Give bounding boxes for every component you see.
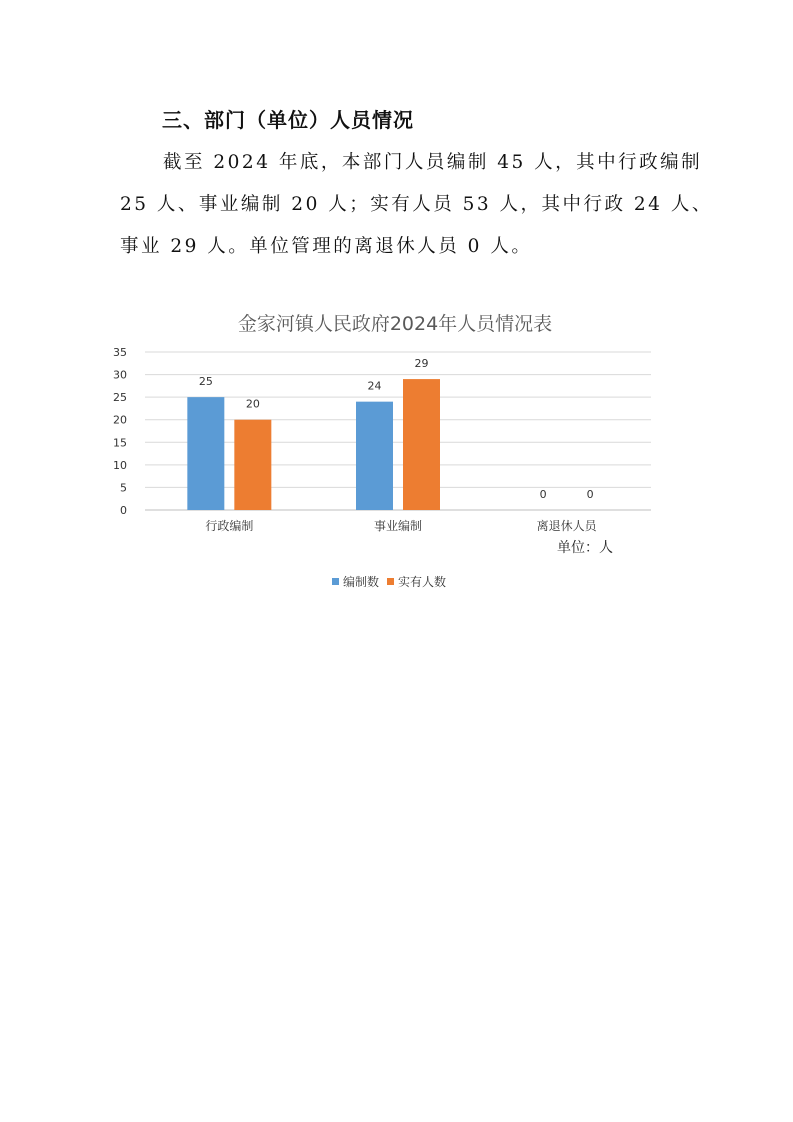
paragraph-line-3: 事业 29 人。单位管理的离退休人员 0 人。 [120, 236, 533, 257]
x-tick-label: 行政编制 [205, 519, 254, 533]
data-label: 20 [245, 397, 260, 411]
unit-note: 单位：人 [557, 540, 613, 556]
data-label: 24 [367, 379, 382, 393]
paragraph-line-2: 25 人、事业编制 20 人；实有人员 53 人，其中行政 24 人、 [120, 194, 713, 215]
section-heading: 三、部门（单位）人员情况 [162, 108, 414, 132]
bar [234, 420, 271, 510]
bar-chart [105, 300, 675, 610]
bar [403, 379, 440, 510]
y-tick-label: 25 [113, 391, 127, 405]
y-tick-label: 15 [113, 436, 127, 450]
data-label: 29 [414, 357, 429, 371]
legend-swatch [387, 578, 394, 585]
legend-swatch [332, 578, 339, 585]
legend-label: 编制数 [343, 575, 380, 589]
chart-container [105, 300, 675, 610]
chart-title: 金家河镇人民政府2024年人员情况表 [237, 313, 553, 335]
bar [187, 397, 224, 510]
y-tick-label: 30 [113, 368, 127, 382]
x-tick-label: 离退休人员 [536, 519, 597, 533]
y-tick-label: 0 [120, 504, 127, 517]
data-label: 0 [539, 488, 547, 501]
y-tick-label: 20 [113, 413, 127, 427]
x-tick-label: 事业编制 [373, 519, 423, 533]
y-tick-label: 5 [120, 481, 127, 495]
y-tick-label: 35 [113, 346, 127, 359]
data-label: 0 [586, 488, 594, 501]
y-tick-label: 10 [113, 458, 127, 472]
data-label: 25 [198, 375, 213, 389]
legend-label: 实有人数 [398, 575, 447, 589]
bar [356, 402, 393, 510]
paragraph-line-1: 截至 2024 年底，本部门人员编制 45 人，其中行政编制 [163, 152, 703, 173]
